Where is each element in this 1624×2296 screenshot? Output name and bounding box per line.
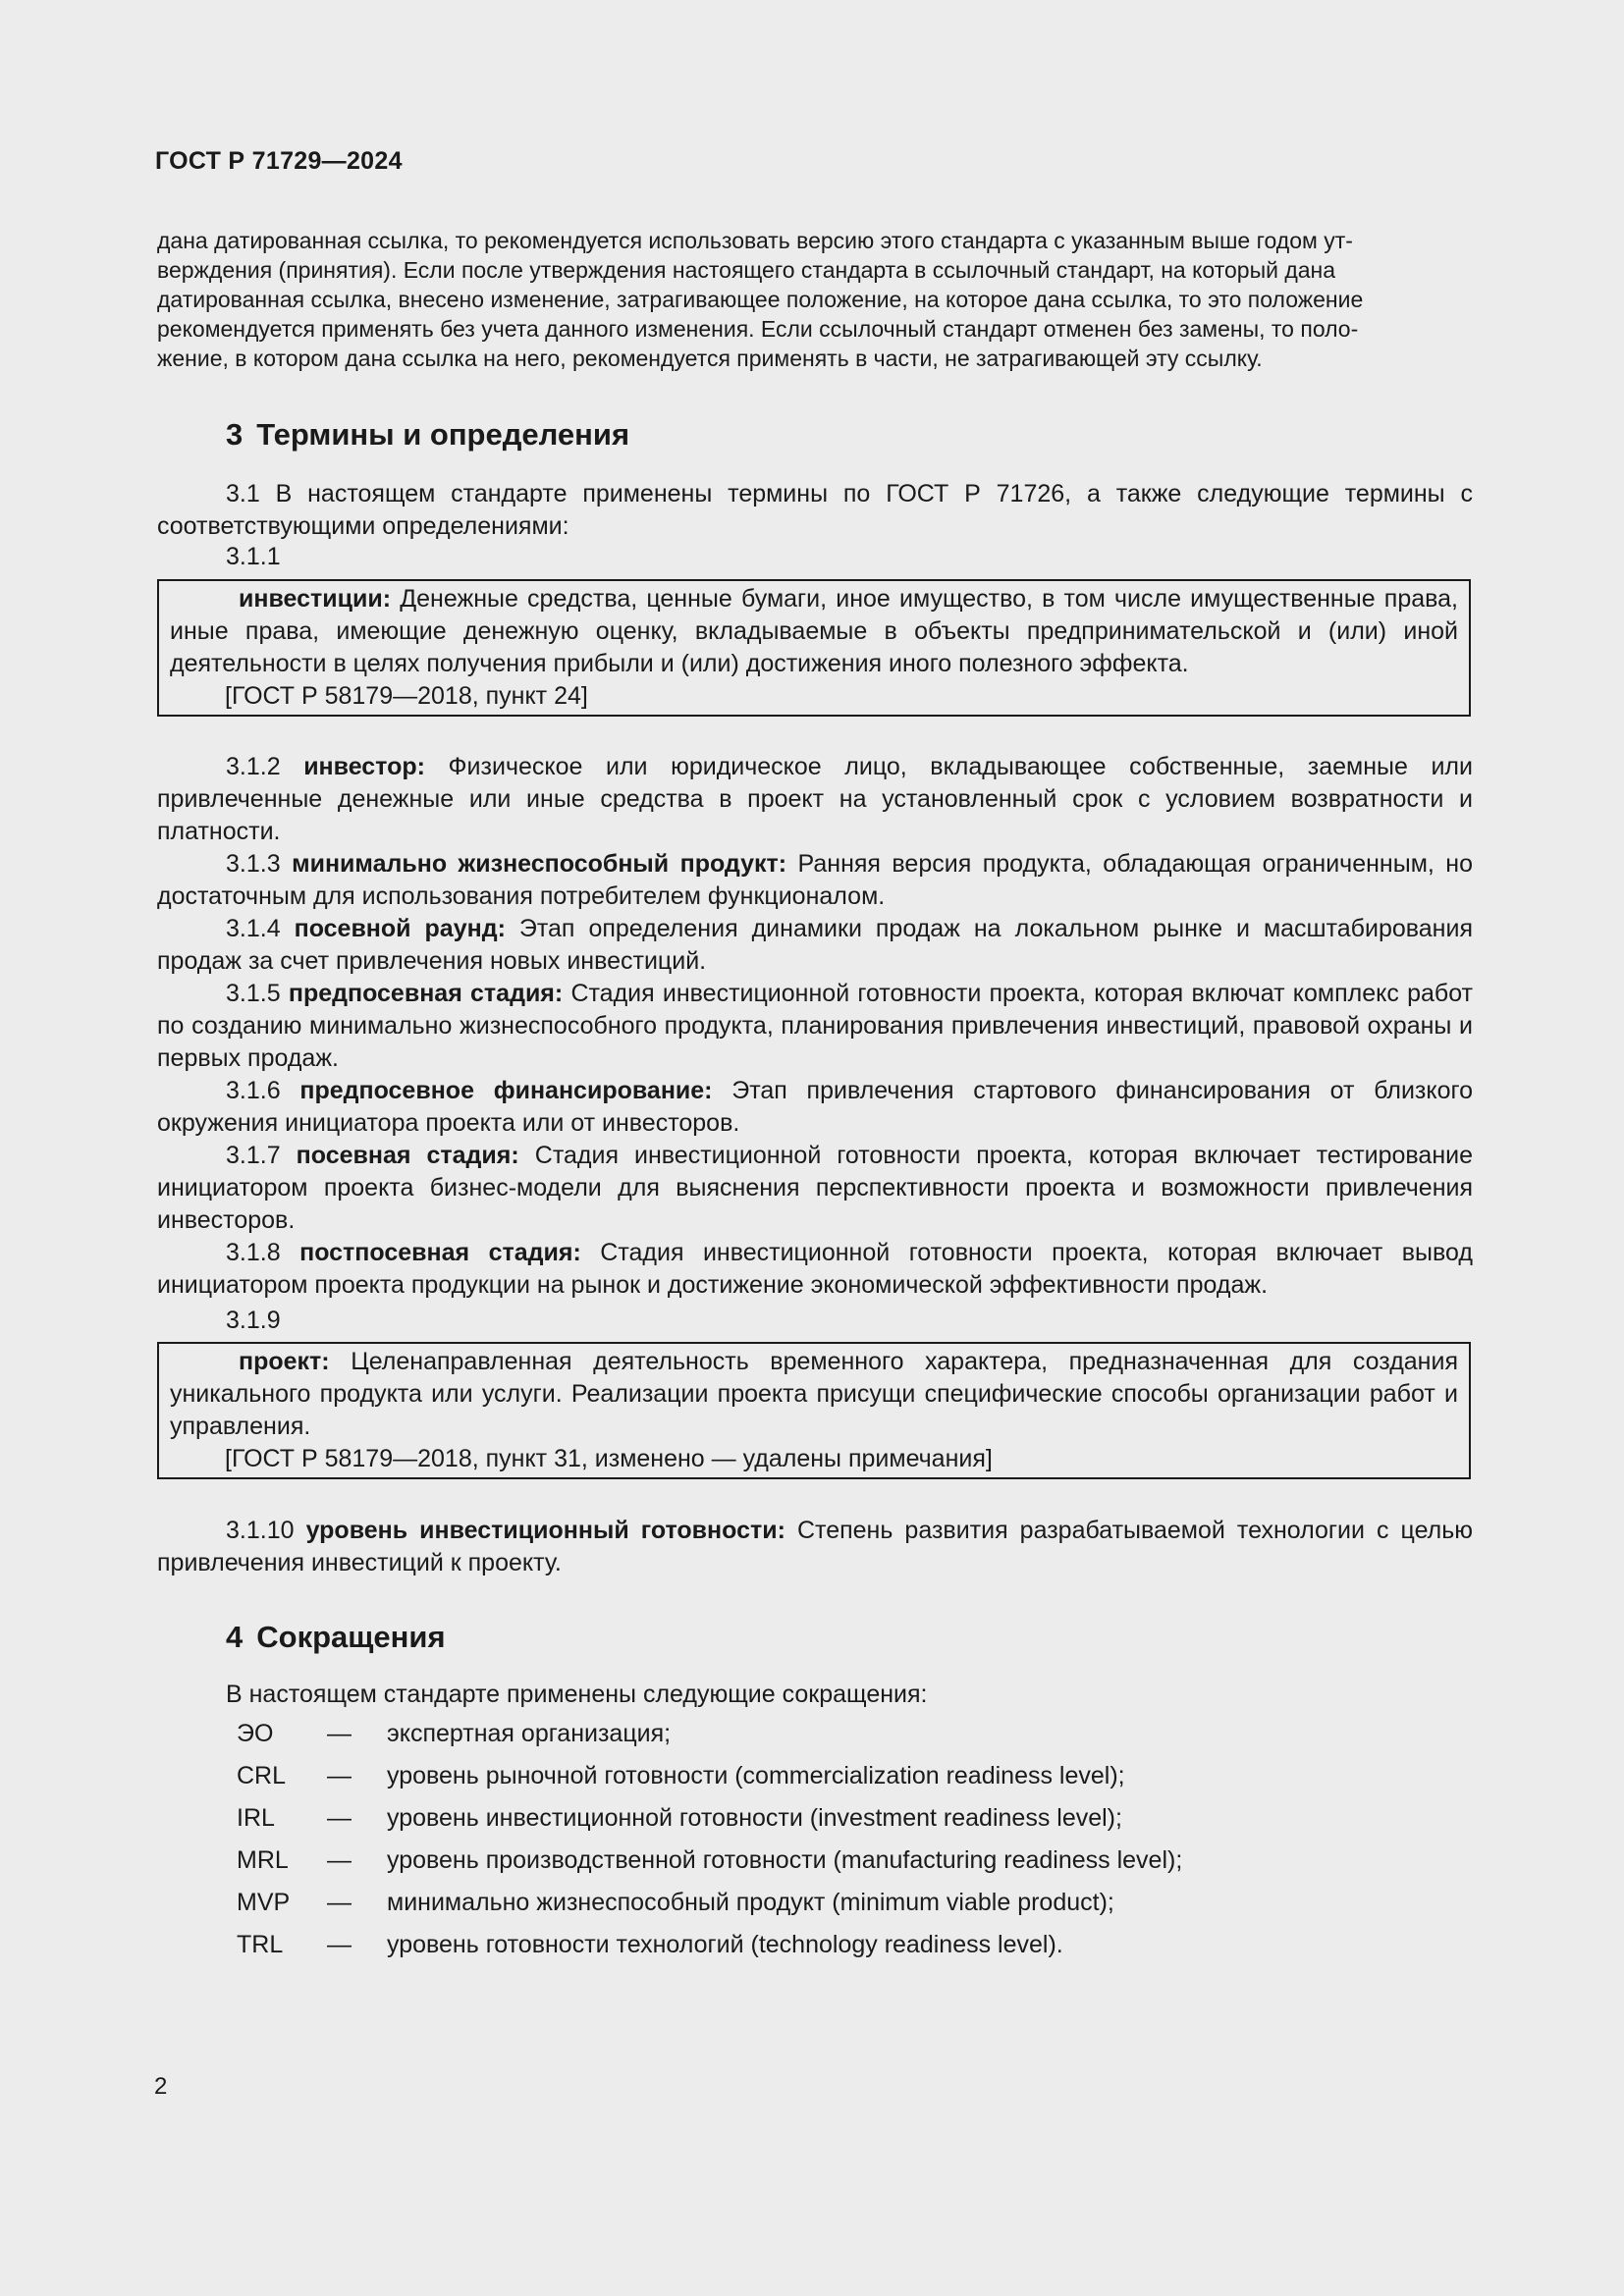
term-number: 3.1.4 (226, 915, 295, 942)
abbreviation-row (237, 1720, 1182, 1762)
term-name: предпосевное финансирование: (299, 1077, 713, 1104)
term-3-1-8 (157, 1237, 1473, 1302)
term-3-1-10 (157, 1515, 1473, 1579)
abbreviation-code: CRL (237, 1762, 287, 1789)
term-3-1-5 (157, 978, 1473, 1075)
term-def: Денежные средства, ценные бумаги, иное имущество, в том числе имущественные права, иные права, имеющие денежную оценку, вкладываемые в объекты предпринимательской и (или) иной деятельности в целях получения прибыли и (или) достижения иного полезного эффекта. (170, 585, 1458, 677)
abbreviation-dash: — (327, 1889, 352, 1916)
term-3-1-6 (157, 1075, 1473, 1140)
abbreviation-dash: — (327, 1804, 352, 1832)
term-name: минимально жизнеспособный продукт: (292, 850, 787, 878)
term-def: Стадия инвестиционной готовности проекта, которая включат комплекс работ по созданию минимально жизнеспособного продукта, планирования привлечения инвестиций, правовой охраны и первых продаж. (157, 980, 1474, 1072)
abbreviation-text: уровень инвестиционной готовности (investment readiness level); (387, 1804, 1122, 1832)
term-name: посевной раунд: (294, 915, 506, 942)
abbreviations-intro: В настоящем стандарте применены следующие сокращения: (226, 1681, 928, 1708)
term-name: инвестор: (303, 753, 425, 780)
term-def: Стадия инвестиционной готовности проекта, которая включает вывод инициатором проекта продукции на рынок и достижение экономической эффективности продаж. (157, 1239, 1473, 1299)
term-def: Этап привлечения стартового финансирования от близкого окружения инициатора проекта или от инвесторов. (157, 1077, 1473, 1137)
term-number: 3.1.7 (226, 1142, 297, 1169)
abbreviation-text: уровень готовности технологий (technology readiness level). (387, 1931, 1063, 1958)
term-def: Этап определения динамики продаж на локальном рынке и масштабирования продаж за счет привлечения новых инвестиций. (157, 915, 1473, 975)
term-name: уровень инвестиционный готовности: (305, 1517, 785, 1544)
clause-3-1-text: 3.1 В настоящем стандарте применены термины по ГОСТ Р 71726, а также следующие термины с соответствующими определениями: (157, 480, 1473, 540)
term-box-3-1-9 (157, 1342, 1471, 1479)
abbreviation-text: экспертная организация; (387, 1720, 672, 1747)
abbreviation-row (237, 1846, 1182, 1889)
term-box-3-1-1 (157, 579, 1471, 717)
abbreviation-dash: — (327, 1762, 352, 1789)
term-name: предпосевная стадия: (288, 980, 564, 1007)
page-number: 2 (154, 2073, 168, 2100)
intro-line: дана датированная ссылка, то рекомендуется использовать версию этого стандарта с указанным выше годом ут- (157, 228, 1353, 253)
term-def: Стадия инвестиционной готовности проекта, которая включает тестирование инициатором проекта бизнес-модели для выяснения перспективности проекта и возможности привлечения инвесторов. (157, 1142, 1473, 1234)
section-4-heading (226, 1620, 446, 1655)
abbreviation-row (237, 1762, 1182, 1804)
term-3-1-10-text (157, 1515, 1473, 1579)
term-3-1-7 (157, 1140, 1473, 1237)
intro-line: жение, в котором дана ссылка на него, рекомендуется применять в части, не затрагивающей эту ссылку. (157, 346, 1263, 371)
abbreviation-dash: — (327, 1846, 352, 1874)
term-def: Физическое или юридическое лицо, вкладывающее собственные, заемные или привлеченные денежные или иные средства в проект на установленный срок с условием возвратности и платности. (157, 753, 1473, 845)
intro-paragraph (157, 226, 1473, 373)
term-source: [ГОСТ Р 58179—2018, пункт 24] (225, 682, 588, 710)
abbreviation-code: ЭО (237, 1720, 274, 1747)
abbreviation-row (237, 1889, 1182, 1931)
section-title: Сокращения (256, 1620, 446, 1654)
term-name: инвестиции: (239, 585, 392, 613)
abbreviation-code: TRL (237, 1931, 284, 1958)
term-3-1-3 (157, 848, 1473, 913)
terms-list (157, 751, 1473, 1302)
abbreviation-code: MVP (237, 1889, 291, 1916)
term-name: проект: (239, 1348, 330, 1375)
section-number: 4 (226, 1620, 244, 1654)
intro-line: датированная ссылка, внесено изменение, затрагивающее положение, на которое дана ссылка, то это положение (157, 287, 1364, 312)
document-number-header: ГОСТ Р 71729—2024 (155, 147, 403, 175)
term-number: 3.1.3 (226, 850, 293, 878)
term-3-1-2 (157, 751, 1473, 848)
section-title: Термины и определения (256, 417, 630, 452)
clause-3-1 (157, 478, 1473, 543)
abbreviation-dash: — (327, 1931, 352, 1958)
term-number: 3.1.6 (226, 1077, 300, 1104)
term-name: посевная стадия: (296, 1142, 519, 1169)
section-3-heading (226, 417, 629, 453)
term-def: Целенаправленная деятельность временного характера, предназначенная для создания уникального продукта или услуги. Реализации проекта присущи специфические способы организации работ и управления. (170, 1348, 1458, 1440)
section-number: 3 (226, 417, 244, 452)
term-def: Степень развития разрабатываемой технологии с целью привлечения инвестиций к проекту. (157, 1517, 1474, 1576)
intro-line: верждения (принятия). Если после утверждения настоящего стандарта в ссылочный стандарт, на который дана (157, 257, 1336, 283)
term-number: 3.1.5 (226, 980, 289, 1007)
abbreviations-list (237, 1720, 1182, 1973)
term-definition (170, 583, 1458, 680)
term-number: 3.1.2 (226, 753, 304, 780)
abbreviation-row (237, 1931, 1182, 1973)
term-3-1-4 (157, 913, 1473, 978)
abbreviation-text: уровень производственной готовности (manufacturing readiness level); (387, 1846, 1183, 1874)
intro-line: рекомендуется применять без учета данного изменения. Если ссылочный стандарт отменен без замены, то поло- (157, 316, 1359, 342)
abbreviation-row (237, 1804, 1182, 1846)
abbreviation-text: минимально жизнеспособный продукт (minimum viable product); (387, 1889, 1114, 1916)
term-number: 3.1.10 (226, 1517, 306, 1544)
term-definition (170, 1346, 1458, 1443)
term-number: 3.1.8 (226, 1239, 300, 1266)
term-source: [ГОСТ Р 58179—2018, пункт 31, изменено — удалены примечания] (225, 1445, 993, 1472)
term-def: Ранняя версия продукта, обладающая ограниченным, но достаточным для использования потребителем функционалом. (157, 850, 1473, 910)
abbreviation-text: уровень рыночной готовности (commercialization readiness level); (387, 1762, 1125, 1789)
term-name: постпосевная стадия: (299, 1239, 581, 1266)
term-number-3-1-1: 3.1.1 (226, 543, 281, 570)
abbreviation-code: IRL (237, 1804, 275, 1832)
abbreviation-code: MRL (237, 1846, 289, 1874)
term-number-3-1-9: 3.1.9 (226, 1307, 281, 1334)
abbreviation-dash: — (327, 1720, 352, 1747)
